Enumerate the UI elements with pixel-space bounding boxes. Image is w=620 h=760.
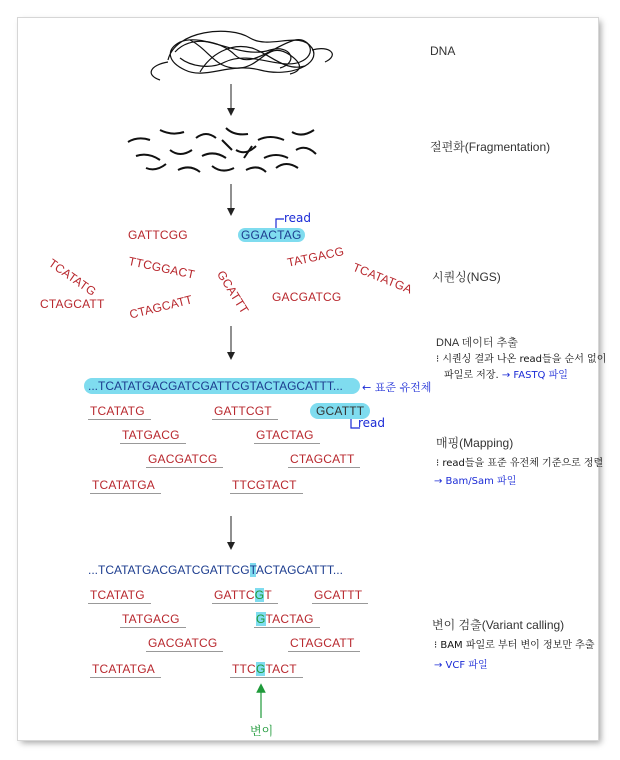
- mapped-read: TATGACG: [120, 428, 186, 444]
- read-part: TACTAG: [265, 612, 314, 626]
- dna-tangle-icon: [151, 31, 332, 80]
- ngs-read: TCATATG: [45, 256, 99, 299]
- variant-base: G: [254, 588, 265, 602]
- step-extract-title: DNA 데이터 추출: [436, 337, 518, 349]
- ngs-read-highlighted: GGACTAG: [238, 228, 305, 242]
- ngs-read: GATTCGG: [128, 228, 188, 242]
- variant-base: G: [256, 612, 266, 626]
- ngs-read: GCATTT: [214, 268, 252, 317]
- read-label-2: read: [358, 416, 386, 430]
- reference-label: ← 표준 유전체: [362, 381, 432, 394]
- vcf-label: → VCF 파일: [434, 660, 488, 671]
- step-variant-title: 변이 검출(Variant calling): [432, 618, 565, 632]
- read-part: GATTC: [214, 588, 255, 602]
- mapped-read-highlighted: GCATTT: [310, 403, 370, 419]
- extract-note: ⁝ 시퀀싱 결과 나온 read들을 순서 없이: [436, 354, 607, 365]
- ref-suffix: ACTAGCATTT...: [256, 563, 343, 577]
- variant-read: TCATATGA: [90, 662, 161, 678]
- ngs-read: TATGACG: [286, 244, 346, 270]
- ngs-read: GACGATCG: [272, 290, 342, 304]
- fastq-label: → FASTQ 파일: [501, 370, 568, 381]
- mapped-read: CTAGCATT: [288, 452, 360, 468]
- read-label: read: [284, 211, 312, 225]
- mapped-read: GATTCGT: [212, 404, 278, 420]
- read-part: T: [264, 588, 272, 602]
- variant-read: TATGACG: [120, 612, 186, 628]
- variant-read: GACGATCG: [146, 636, 223, 652]
- fragments-icon: [128, 128, 316, 172]
- ngs-read: CTAGCATT: [128, 292, 194, 322]
- read-part: TTC: [232, 662, 256, 676]
- ngs-read: TTCGGACT: [127, 254, 197, 282]
- mapped-read: TTCGTACT: [230, 478, 303, 494]
- variant-note: ⁝ BAM 파일로 부터 변이 정보만 추출: [434, 640, 595, 651]
- variant-reference: [88, 563, 343, 577]
- variant-read: [254, 612, 320, 628]
- ref-prefix: ...TCATATGACGATCGATTCG: [88, 563, 250, 577]
- mapping-note: ⁝ read들을 표준 유전체 기준으로 정렬: [436, 458, 604, 469]
- extract-note-line1: 시퀀싱 결과 나온 read들을 순서 없이: [442, 354, 607, 365]
- variant-read: GCATTT: [312, 588, 368, 604]
- ngs-read: CTAGCATT: [40, 297, 105, 311]
- mapping-note-line1: read들을 표준 유전체 기준으로 정렬: [442, 458, 604, 469]
- variant-read: CTAGCATT: [288, 636, 360, 652]
- step-dna: DNA: [430, 44, 456, 58]
- mapped-read: TCATATG: [88, 404, 151, 420]
- variant-read: [230, 662, 303, 678]
- step-fragmentation: 절편화(Fragmentation): [430, 140, 551, 154]
- bam-sam-label: → Bam/Sam 파일: [434, 476, 517, 487]
- ref-variant-base: T: [249, 563, 257, 577]
- mapped-read: GTACTAG: [254, 428, 320, 444]
- reference-sequence: ...TCATATGACGATCGATTCGTACTAGCATTT...: [84, 378, 360, 394]
- extract-note-line2: 파일로 저장.: [444, 370, 499, 381]
- variant-read: TCATATG: [88, 588, 151, 604]
- ngs-read: TCATATGA: [350, 260, 415, 297]
- read-part: TACT: [265, 662, 297, 676]
- variant-base: G: [255, 662, 266, 676]
- variant-label: 변이: [250, 724, 274, 738]
- extract-note-2: [444, 366, 568, 381]
- variant-read: [212, 588, 278, 604]
- step-ngs: 시퀀싱(NGS): [432, 270, 501, 284]
- step-mapping-title: 매핑(Mapping): [436, 436, 514, 450]
- variant-note-line1: BAM 파일로 부터 변이 정보만 추출: [440, 640, 595, 651]
- mapped-read: GACGATCG: [146, 452, 223, 468]
- mapped-read: TCATATGA: [90, 478, 161, 494]
